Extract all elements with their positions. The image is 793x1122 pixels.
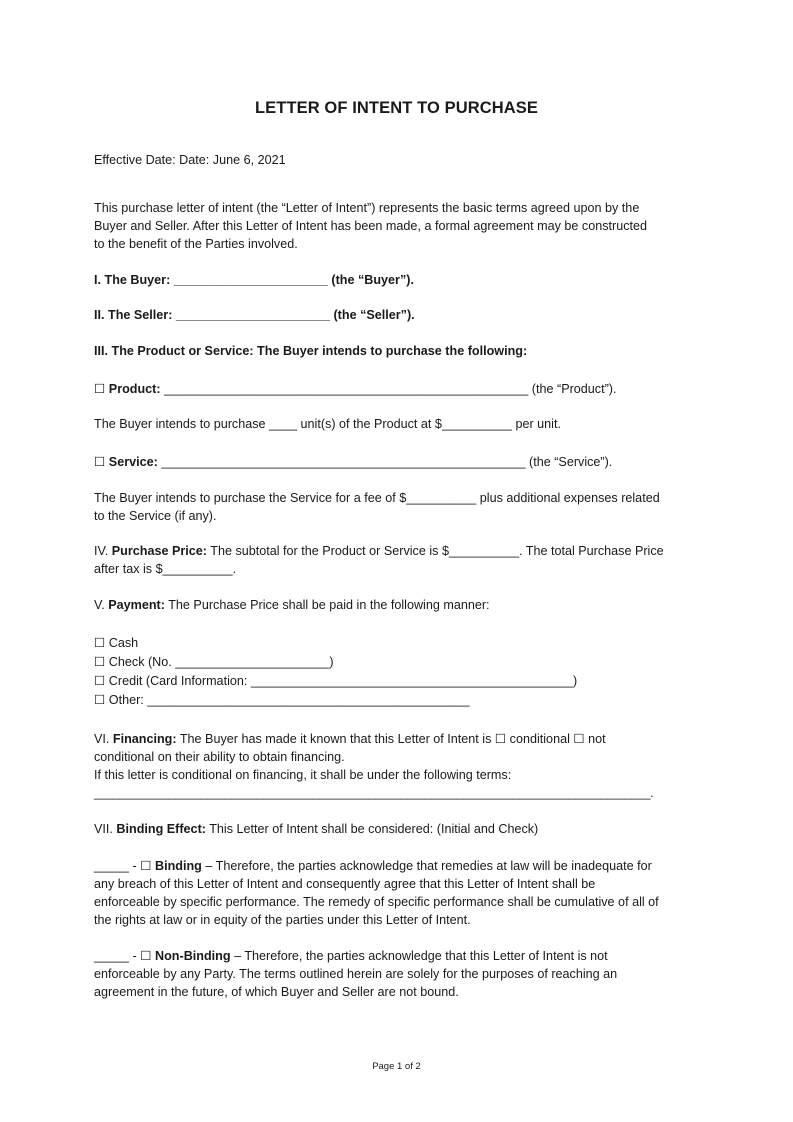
product-suffix: (the “Product”).	[531, 382, 617, 396]
service-label: Service:	[108, 455, 158, 469]
service-line	[94, 453, 612, 471]
financing-line-1	[94, 730, 606, 748]
intro-line-2: Buyer and Seller. After this Letter of Intent has been made, a formal agreement may be constructed	[94, 219, 648, 233]
intro-line-3: to the benefit of the Parties involved.	[94, 237, 298, 251]
seller-suffix: (the “Seller”).	[333, 308, 415, 322]
nonbinding-option-prefix[interactable]: _____ - ☐	[94, 949, 152, 963]
nonbinding-option-label: Non-Binding	[155, 949, 231, 963]
seller-label: II. The Seller:	[94, 308, 173, 322]
financing-text: The Buyer has made it known that this Letter of Intent is ☐ conditional ☐ not	[179, 732, 606, 746]
product-quantity-line: The Buyer intends to purchase ____ unit(s) of the Product at $__________ per unit.	[94, 417, 561, 431]
binding-effect-label: Binding Effect:	[116, 822, 206, 836]
binding-option-text: – Therefore, the parties acknowledge that remedies at law will be inadequate for	[205, 859, 652, 873]
financing-terms-blank: _________________________________________________________________________________________.	[94, 787, 654, 800]
service-suffix: (the “Service”).	[529, 455, 613, 469]
service-fee-line-2: to the Service (if any).	[94, 509, 217, 523]
financing-line-3: If this letter is conditional on financing, it shall be under the following terms:	[94, 768, 512, 782]
product-label: Product:	[108, 382, 161, 396]
service-checkbox[interactable]: ☐	[94, 455, 106, 469]
payment-number: V.	[94, 598, 105, 612]
payment-option-credit[interactable]: ☐ Credit (Card Information: ______________________________________________)	[94, 674, 578, 688]
payment-option-cash[interactable]: ☐ Cash	[94, 636, 139, 650]
page-number-footer: Page 1 of 2	[372, 1061, 421, 1072]
payment-text: The Purchase Price shall be paid in the following manner:	[168, 598, 490, 612]
product-blank: ____________________________________________________	[164, 382, 529, 396]
purchase-price-number: IV.	[94, 544, 109, 558]
financing-label: Financing:	[112, 732, 177, 746]
purchase-price-line-1	[94, 542, 664, 560]
service-fee-line-1: The Buyer intends to purchase the Service for a fee of $__________ plus additional expenses related	[94, 491, 660, 505]
financing-number: VI.	[94, 732, 110, 746]
nonbinding-option-line-2: enforceable by any Party. The terms outlined herein are solely for the purposes of reaching an	[94, 967, 618, 981]
payment-line	[94, 596, 490, 614]
financing-line-2: conditional on their ability to obtain financing.	[94, 750, 345, 764]
buyer-suffix: (the “Buyer”).	[331, 273, 414, 287]
purchase-price-label: Purchase Price:	[111, 544, 207, 558]
nonbinding-option-line-1	[94, 947, 608, 965]
binding-effect-line	[94, 820, 538, 838]
seller-line	[94, 306, 415, 324]
seller-blank: ______________________	[175, 308, 330, 322]
binding-option-label: Binding	[155, 859, 202, 873]
intro-line-1: This purchase letter of intent (the “Letter of Intent”) represents the basic terms agreed upon by the	[94, 201, 640, 215]
effective-date: Effective Date: Date: June 6, 2021	[94, 153, 286, 167]
product-line	[94, 380, 616, 398]
payment-option-other[interactable]: ☐ Other: ______________________________________________	[94, 693, 470, 707]
payment-label: Payment:	[108, 598, 165, 612]
binding-option-line-4: the rights at law or in equity of the parties under this Letter of Intent.	[94, 913, 471, 927]
binding-effect-number: VII.	[94, 822, 113, 836]
buyer-blank: ______________________	[173, 273, 328, 287]
product-heading: III. The Product or Service: The Buyer intends to purchase the following:	[94, 344, 528, 358]
nonbinding-option-text: – Therefore, the parties acknowledge that this Letter of Intent is not	[234, 949, 608, 963]
service-blank: ____________________________________________________	[161, 455, 526, 469]
payment-option-check[interactable]: ☐ Check (No. ______________________)	[94, 655, 334, 669]
binding-option-line-1	[94, 857, 652, 875]
buyer-line	[94, 271, 414, 289]
document-title: LETTER OF INTENT TO PURCHASE	[254, 99, 538, 117]
buyer-label: I. The Buyer:	[94, 273, 171, 287]
binding-effect-text: This Letter of Intent shall be considered: (Initial and Check)	[209, 822, 539, 836]
nonbinding-option-line-3: agreement in the future, of which Buyer and Seller are not bound.	[94, 985, 459, 999]
binding-option-line-2: any breach of this Letter of Intent and consequently agree that this Letter of Intent shall be	[94, 877, 596, 891]
product-checkbox[interactable]: ☐	[94, 382, 106, 396]
binding-option-prefix[interactable]: _____ - ☐	[94, 859, 152, 873]
purchase-price-text: The subtotal for the Product or Service is $__________. The total Purchase Price	[210, 544, 664, 558]
purchase-price-line-2: after tax is $__________.	[94, 562, 237, 576]
binding-option-line-3: enforceable by specific performance. The remedy of specific performance shall be cumulative of all of	[94, 895, 659, 909]
